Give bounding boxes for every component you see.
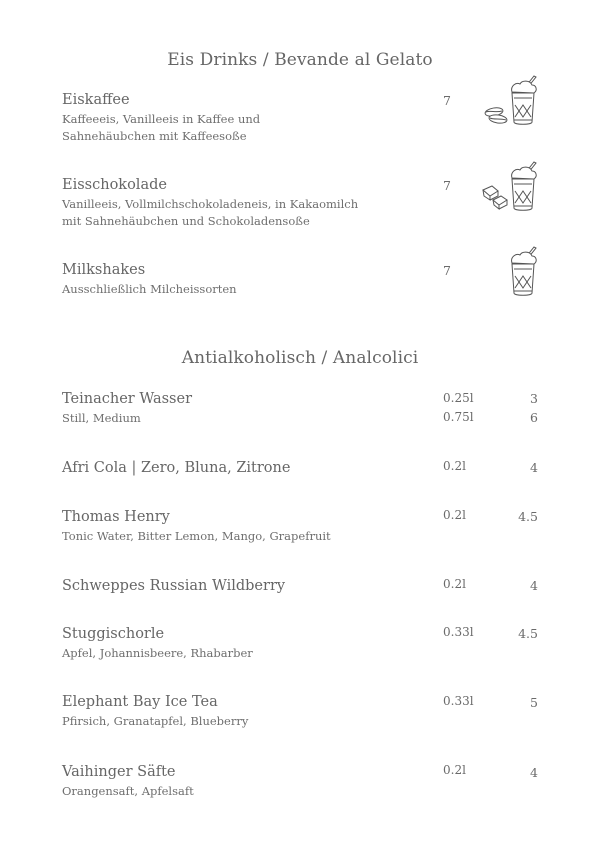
- item-description: Still, Medium: [62, 411, 141, 425]
- item-name: Afri Cola | Zero, Bluna, Zitrone: [62, 460, 291, 476]
- milkshake-glass-icon: [478, 243, 544, 299]
- section-title-antialkoholisch: Antialkoholisch / Analcolici: [181, 348, 419, 368]
- item-name: Vaihinger Säfte: [62, 764, 176, 780]
- item-description: Vanilleeis, Vollmilchschokoladeneis, in Kakaomilch mit Sahnehäubchen und Schokoladensoße: [62, 197, 359, 228]
- item-name: Eisschokolade: [62, 177, 167, 193]
- item-size: 0.2l: [443, 508, 466, 522]
- section-title-eis-drinks: Eis Drinks / Bevande al Gelato: [167, 50, 433, 70]
- iced-chocolate-glass-with-ice-cubes-icon: [478, 158, 544, 214]
- item-name: Teinacher Wasser: [62, 391, 193, 407]
- item-description: Tonic Water, Bitter Lemon, Mango, Grapefruit: [62, 529, 331, 543]
- item-price: 4: [530, 460, 538, 475]
- menu-item-vaihinger-saefte: [62, 763, 542, 800]
- item-price: 4: [530, 578, 538, 593]
- menu-item-eisschokolade: [62, 176, 542, 230]
- item-name: Stuggischorle: [62, 626, 165, 642]
- item-name: Schweppes Russian Wildberry: [62, 578, 286, 594]
- item-name: Elephant Bay Ice Tea: [62, 694, 218, 710]
- item-name: Thomas Henry: [62, 509, 170, 525]
- item-description: Apfel, Johannisbeere, Rhabarber: [62, 646, 253, 660]
- item-price: 4.5: [518, 626, 538, 641]
- item-description: Pfirsich, Granatapfel, Blueberry: [62, 714, 249, 728]
- item-price: 5: [530, 695, 538, 710]
- item-price: 4: [530, 765, 538, 780]
- item-price: 6: [530, 410, 538, 425]
- menu-item-schweppes: [62, 577, 542, 595]
- item-size: 0.33l: [443, 694, 474, 708]
- menu-item-afri-cola: [62, 459, 542, 477]
- item-price: 7: [443, 263, 451, 278]
- item-price: 7: [443, 93, 451, 108]
- menu-item-thomas-henry: [62, 508, 542, 545]
- iced-coffee-glass-with-beans-icon: [478, 72, 544, 128]
- item-name: Eiskaffee: [62, 92, 130, 108]
- item-description: Ausschließlich Milcheissorten: [62, 282, 237, 296]
- item-size: 0.75l: [443, 410, 474, 424]
- item-price: 4.5: [518, 509, 538, 524]
- item-description: Kaffeeeis, Vanilleeis in Kaffee und Sahnehäubchen mit Kaffeesoße: [62, 112, 261, 143]
- item-size: 0.2l: [443, 763, 466, 777]
- item-size: 0.33l: [443, 625, 474, 639]
- menu-item-eiskaffee: [62, 91, 542, 145]
- item-price: 3: [530, 391, 538, 406]
- menu-item-milkshakes: [62, 261, 542, 298]
- item-name: Milkshakes: [62, 262, 146, 278]
- item-description: Orangensaft, Apfelsaft: [62, 784, 194, 798]
- item-price: 7: [443, 178, 451, 193]
- item-size: 0.25l: [443, 391, 474, 405]
- item-size: 0.2l: [443, 577, 466, 591]
- item-size: 0.2l: [443, 459, 466, 473]
